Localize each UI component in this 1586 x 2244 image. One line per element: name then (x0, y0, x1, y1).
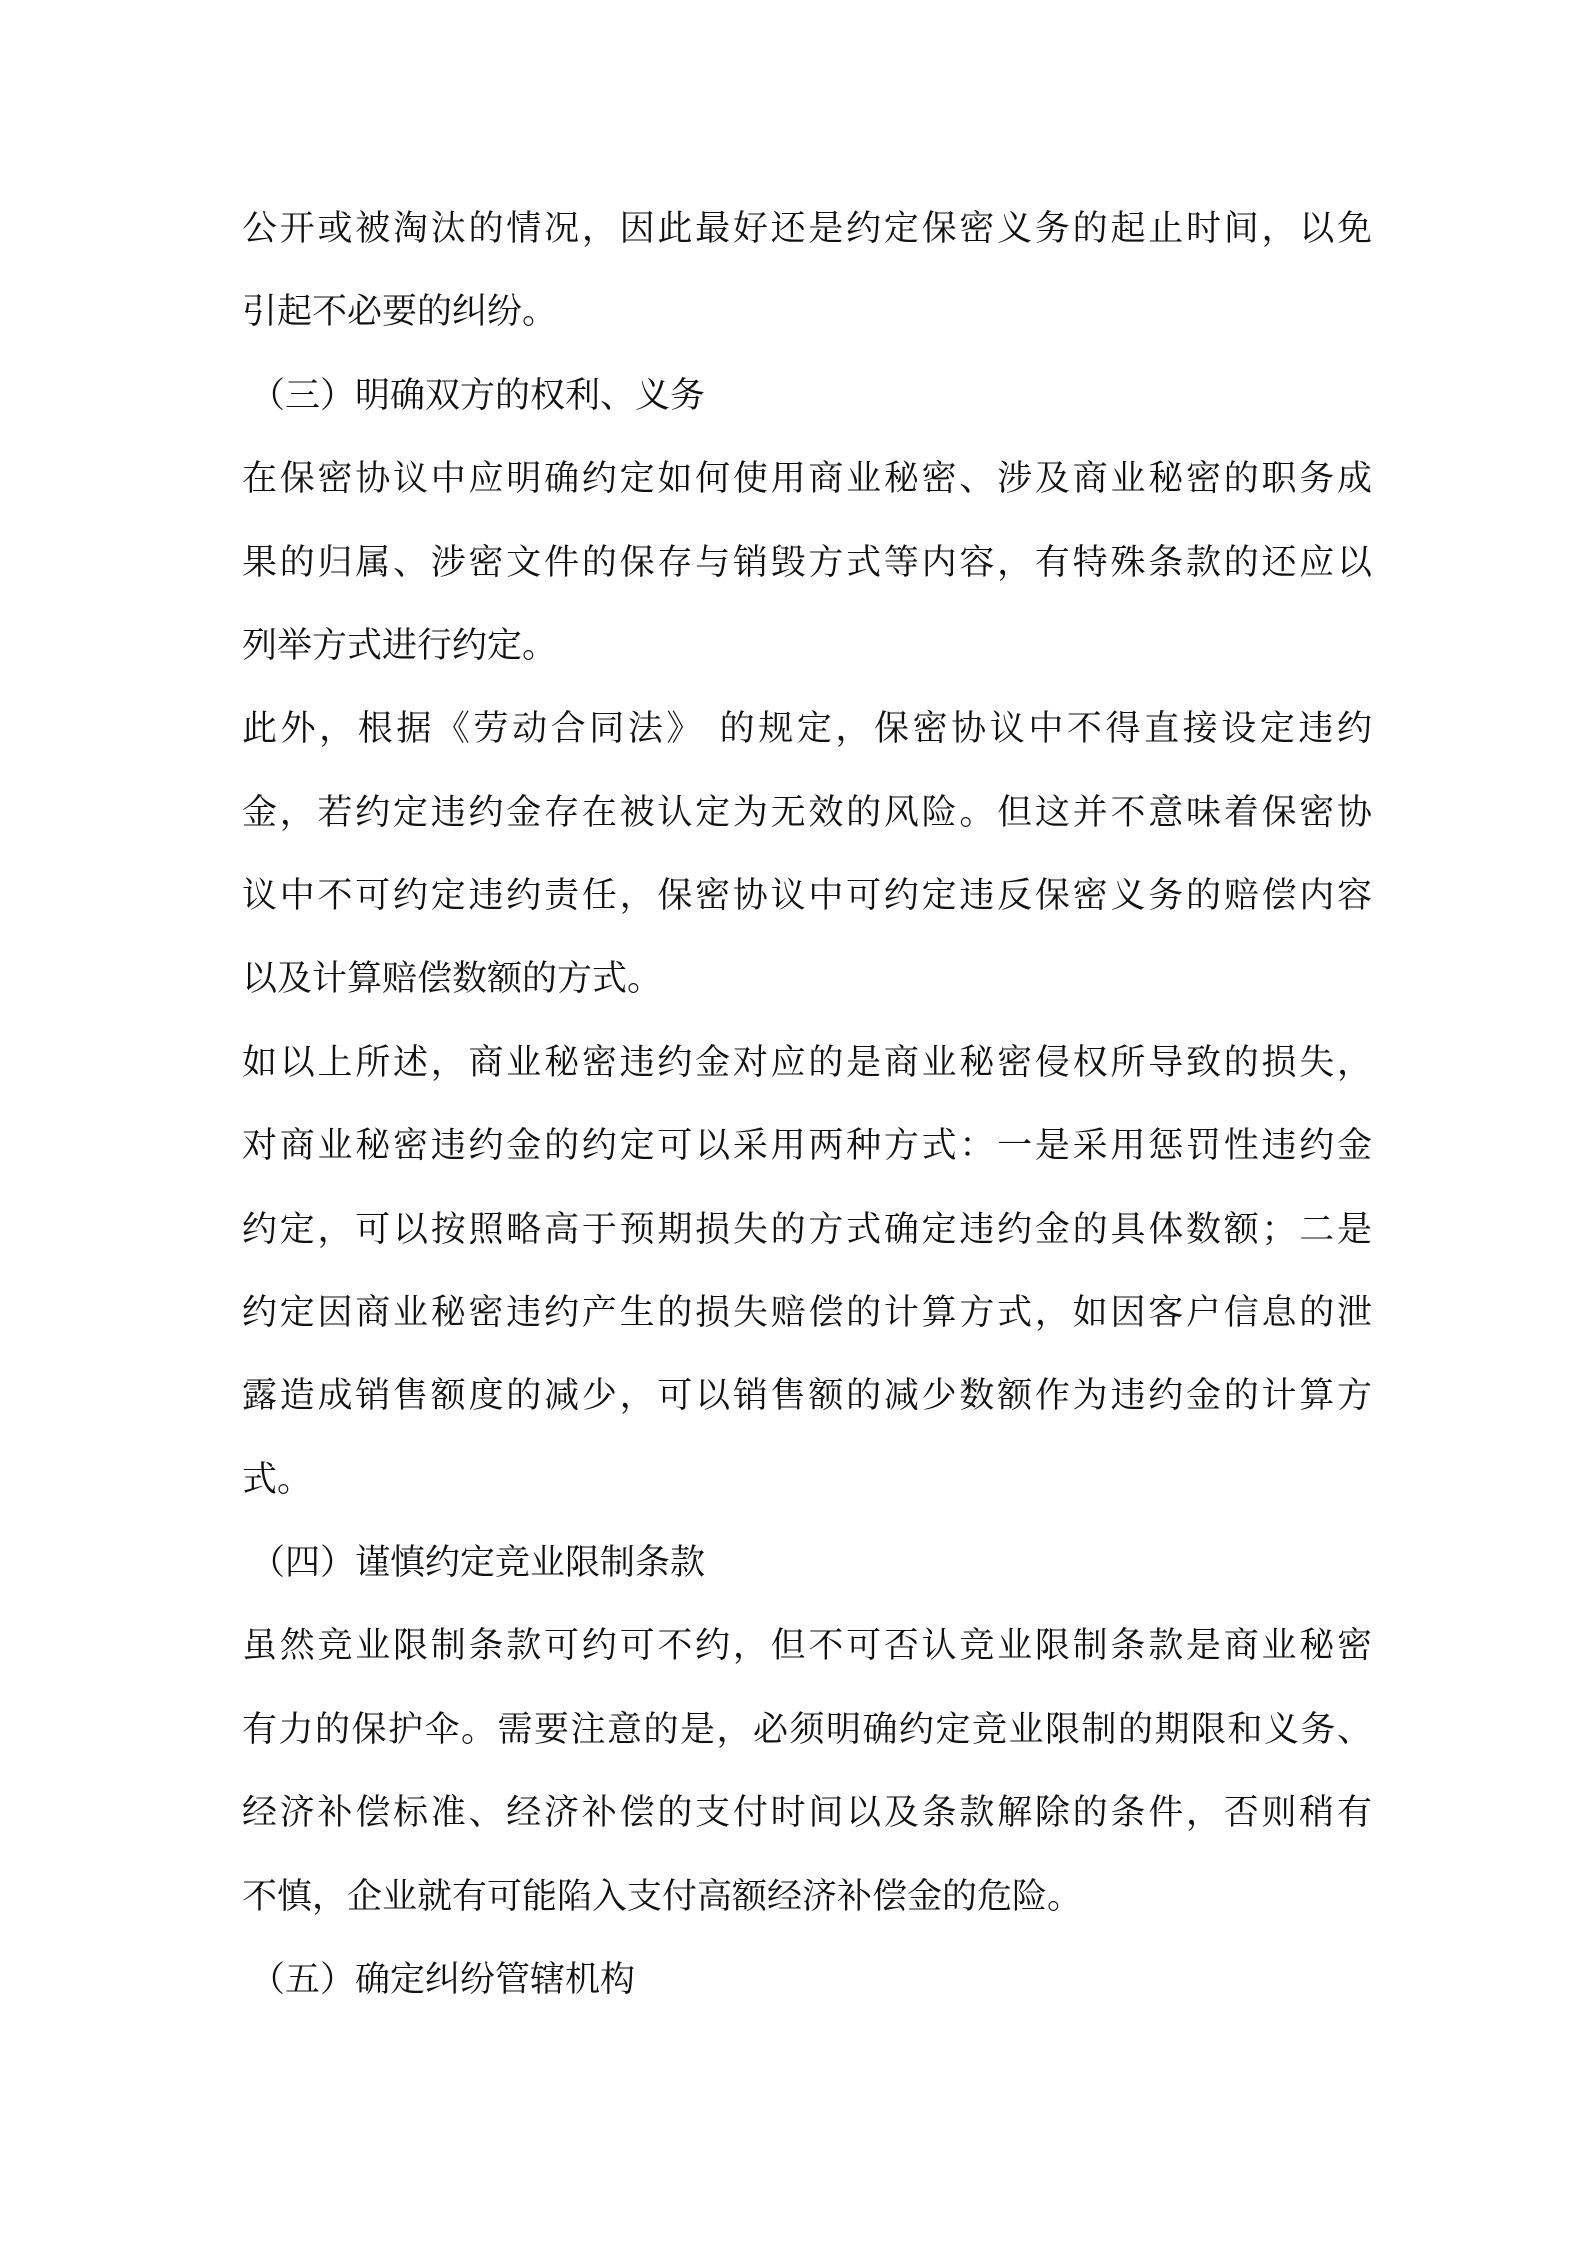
paragraph-line: 有力的保护伞。需要注意的是，必须明确约定竞业限制的期限和义务、 (242, 1710, 1372, 1750)
paragraph-line: 经济补偿标准、经济补偿的支付时间以及条款解除的条件，否则稍有 (242, 1793, 1372, 1833)
paragraph-line: 议中不可约定违约责任，保密协议中可约定违反保密义务的赔偿内容 (242, 876, 1372, 916)
paragraph-line: 此外，根据《劳动合同法》 的规定，保密协议中不得直接设定违约 (242, 709, 1372, 749)
paragraph-line: 不慎，企业就有可能陷入支付高额经济补偿金的危险。 (242, 1877, 1083, 1917)
paragraph-line: 约定，可以按照略高于预期损失的方式确定违约金的具体数额；二是 (242, 1210, 1372, 1250)
section-heading: （三）明确双方的权利、义务 (250, 376, 706, 416)
paragraph-line: 对商业秘密违约金的约定可以采用两种方式：一是采用惩罚性违约金 (242, 1126, 1372, 1166)
paragraph-line: 约定因商业秘密违约产生的损失赔偿的计算方式，如因客户信息的泄 (242, 1293, 1372, 1333)
paragraph-line: 列举方式进行约定。 (242, 626, 558, 666)
paragraph-line: 露造成销售额度的减少，可以销售额的减少数额作为违约金的计算方 (242, 1376, 1372, 1416)
section-heading: （四）谨慎约定竞业限制条款 (250, 1543, 706, 1583)
paragraph-line: 式。 (242, 1460, 313, 1500)
paragraph-line: 如以上所述，商业秘密违约金对应的是商业秘密侵权所导致的损失， (242, 1043, 1372, 1083)
paragraph-line: 引起不必要的纠纷。 (242, 292, 558, 332)
paragraph-line: 在保密协议中应明确约定如何使用商业秘密、涉及商业秘密的职务成 (242, 459, 1372, 499)
paragraph-line: 果的归属、涉密文件的保存与销毁方式等内容，有特殊条款的还应以 (242, 543, 1372, 583)
section-heading: （五）确定纠纷管辖机构 (250, 1960, 636, 2000)
paragraph-line: 以及计算赔偿数额的方式。 (242, 959, 663, 999)
paragraph-line: 金，若约定违约金存在被认定为无效的风险。但这并不意味着保密协 (242, 793, 1372, 833)
paragraph-line: 虽然竞业限制条款可约可不约，但不可否认竞业限制条款是商业秘密 (242, 1626, 1372, 1666)
paragraph-line: 公开或被淘汰的情况，因此最好还是约定保密义务的起止时间，以免 (242, 209, 1372, 249)
